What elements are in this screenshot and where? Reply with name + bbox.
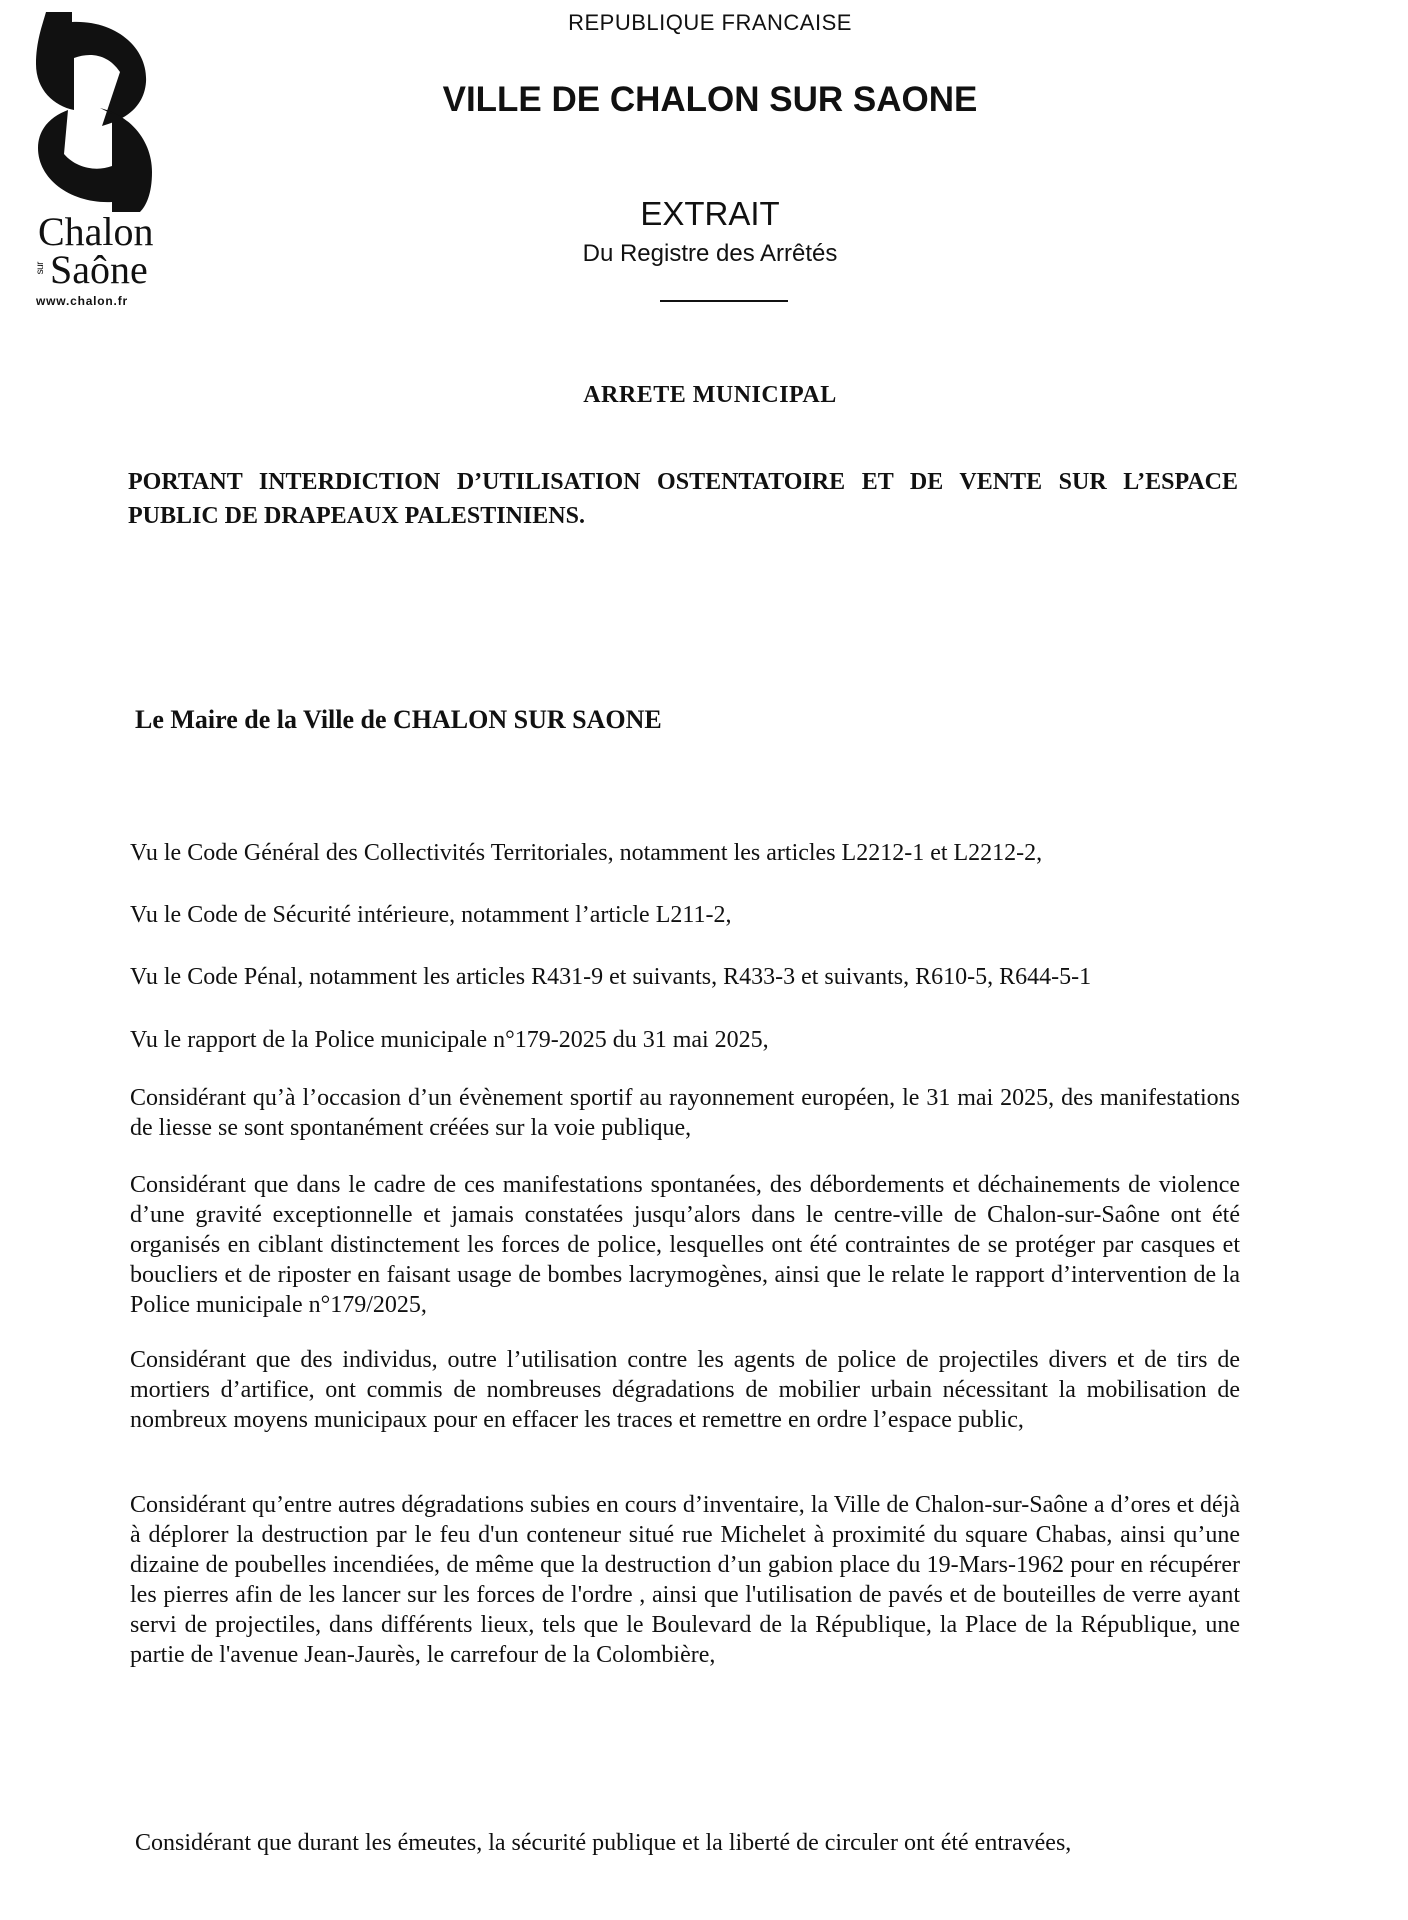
arrete-subject: PORTANT INTERDICTION D’UTILISATION OSTENTATOIRE ET DE VENTE SUR L’ESPACE PUBLIC DE DRAPEAUX PALESTINIENS.: [128, 469, 1238, 529]
visa-paragraph: Vu le rapport de la Police municipale n°179-2025 du 31 mai 2025,: [130, 1027, 769, 1053]
considerant-paragraph: Considérant qu’entre autres dégradations subies en cours d’inventaire, la Ville de Chalon-sur-Saône a d’ores et déjà à déplorer la destruction par le feu d'un conteneur situé rue Michelet à proximité du square Chabas, ainsi qu’une dizaine de poubelles incendiées, de même que la destruction d’un gabion place du 19-Mars-1962 pour en récupérer les pierres afin de les lancer sur les forces de l'ordre , ainsi que l'utilisation de pavés et de bouteilles de verre ayant servi de projectiles, dans différents lieux, tels que le Boulevard de la République, la Place de la République, une partie de l'avenue Jean-Jaurès, le carrefour de la Colombière,: [130, 1492, 1240, 1668]
considerant-paragraph: Considérant que des individus, outre l’utilisation contre les agents de police de projectiles divers et de tirs de mortiers d’artifice, ont commis de nombreuses dégradations de mobilier urbain nécessitant la mobilisation de nombreux moyens municipaux pour en effacer les traces et remettre en ordre l’espace public,: [130, 1347, 1240, 1433]
considerant-paragraph: Considérant que durant les émeutes, la sécurité publique et la liberté de circuler ont été entravées,: [135, 1830, 1072, 1856]
country-heading: REPUBLIQUE FRANCAISE: [568, 10, 852, 35]
logo-word-sur: sur: [35, 262, 46, 275]
considerant-paragraph: Considérant que dans le cadre de ces manifestations spontanées, des débordements et déchainements de violence d’une gravité exceptionnelle et jamais constatées jusqu’alors dans le centre-ville de Chalon-sur-Saône ont été organisés en ciblant distinctement les forces de police, lesquelles ont été contraintes de se protéger par casques et boucliers et de riposter en faisant usage de bombes lacrymogènes, ainsi que le relate le rapport d’intervention de la Police municipale n°179/2025,: [130, 1172, 1240, 1318]
logo-word-saone: Saône: [50, 247, 148, 292]
city-heading: VILLE DE CHALON SUR SAONE: [442, 80, 978, 119]
logo-word-chalon: Chalon: [38, 209, 154, 254]
authority-line: Le Maire de la Ville de CHALON SUR SAONE: [135, 705, 662, 734]
visa-paragraph: Vu le Code de Sécurité intérieure, notamment l’article L211-2,: [130, 902, 732, 928]
visa-paragraph: Vu le Code Pénal, notamment les articles R431-9 et suivants, R433-3 et suivants, R610-5, R644-5-1: [130, 964, 1092, 990]
considerant-paragraph: Considérant qu’à l’occasion d’un évènement sportif au rayonnement européen, le 31 mai 2025, des manifestations de liesse se sont spontanément créées sur la voie publique,: [130, 1085, 1240, 1141]
city-logo: [28, 12, 168, 308]
document-kind: EXTRAIT: [640, 195, 780, 232]
logo-url: www.chalon.fr: [36, 294, 128, 308]
city-logo-mark: [28, 12, 158, 212]
header-divider: [660, 300, 788, 302]
visa-paragraph: Vu le Code Général des Collectivités Territoriales, notamment les articles L2212-1 et L2212-2,: [130, 840, 1043, 866]
register-name: Du Registre des Arrêtés: [582, 240, 838, 267]
arrete-type: ARRETE MUNICIPAL: [583, 382, 837, 408]
